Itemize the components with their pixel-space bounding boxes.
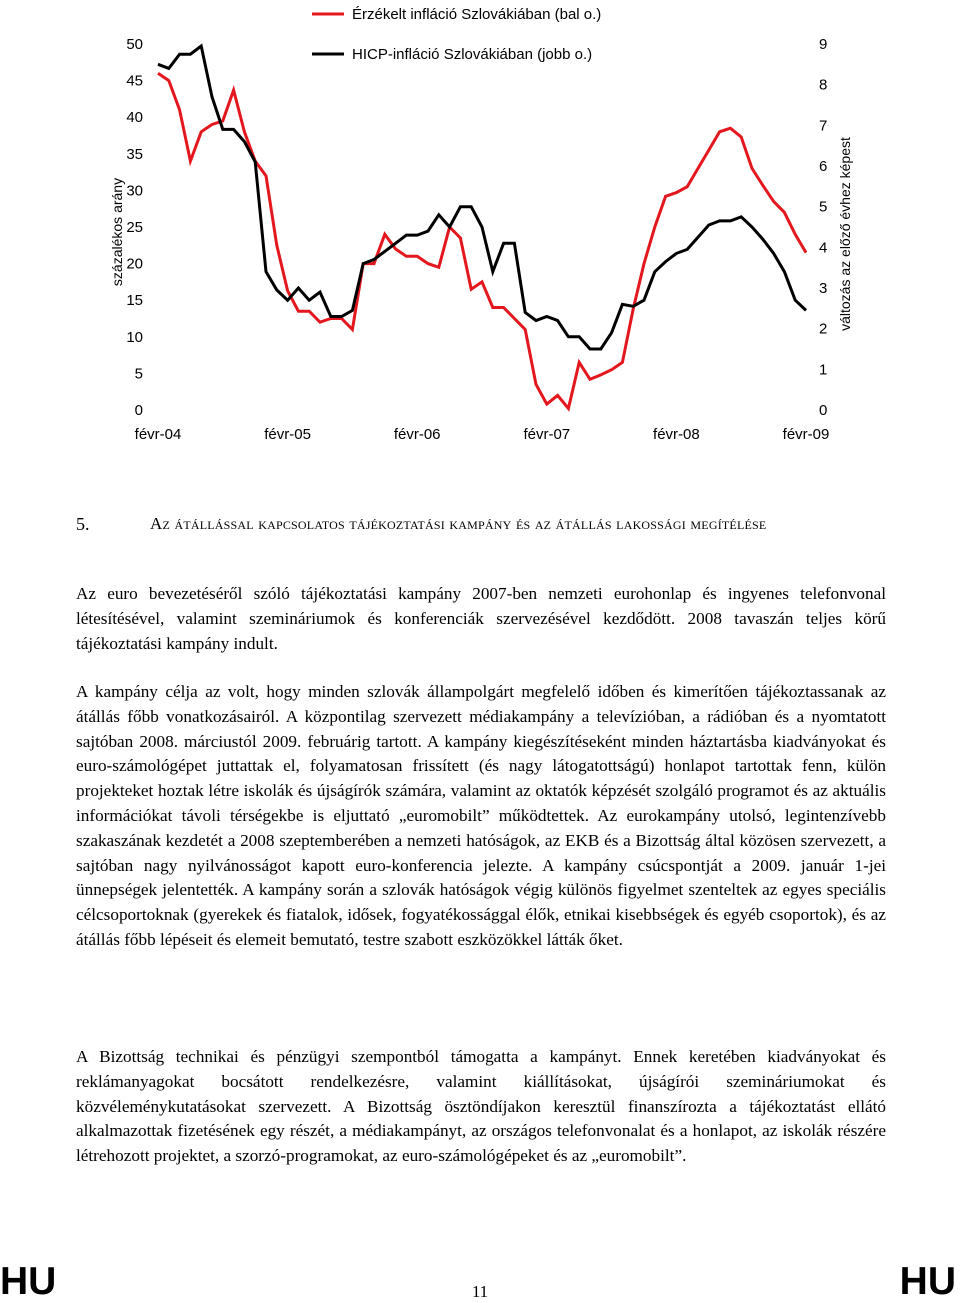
page-number: 11 <box>471 1282 489 1301</box>
x-tick-label: févr-04 <box>134 426 182 443</box>
x-tick-label: févr-08 <box>653 426 700 443</box>
legend-label-1: Érzékelt infláció Szlovákiában (bal o.) <box>352 6 602 23</box>
left-tick-label: 30 <box>126 182 143 200</box>
x-tick-label: févr-06 <box>393 426 441 443</box>
x-tick-label: févr-05 <box>264 426 311 443</box>
left-tick-label: 25 <box>126 219 143 236</box>
right-tick-label: 2 <box>819 320 828 338</box>
x-axis-ticks <box>135 426 830 443</box>
left-tick-label: 35 <box>126 145 143 163</box>
series-line-2 <box>158 46 806 349</box>
right-tick-label: 4 <box>819 239 828 257</box>
left-tick-label: 40 <box>126 109 143 127</box>
left-tick-label: 5 <box>134 365 143 383</box>
left-tick-label: 10 <box>126 328 143 346</box>
right-tick-label: 9 <box>819 36 828 53</box>
left-tick-label: 20 <box>126 255 143 273</box>
section-number: 5. <box>76 514 90 534</box>
left-tick-label: 50 <box>126 36 143 53</box>
left-tick-label: 45 <box>126 72 143 90</box>
footer-language-left: HU <box>0 1260 57 1303</box>
x-tick-label: févr-09 <box>782 426 830 443</box>
paragraph-1: Az euro bevezetéséről szóló tájékoztatási kampány 2007-ben nemzeti eurohonlap és ingyenes telefonvonal létesítésével, valamint szemináriumok és konferenciák szervezésével kezdődött. 2008 tavaszán teljes körű tájékoztatási kampány indult. <box>76 584 886 653</box>
paragraph-3: A Bizottság technikai és pénzügyi szempontból támogatta a kampányt. Ennek keretében kiadványokat és reklámanyagokat bocsátott rendelkezésre, valamint kiállításokat, újságírói szemináriumokat és közvéleménykutatásokat szervezett. A Bizottság ösztöndíjakon keresztül finanszírozta a tájékoztatást ellátó alkalmazottak fizetésének egy részét, a médiakampányt, az országos telefonvonalat és a honlapot, az iskolák részére létrehozott projektet, a szorzó-programokat, az euro-számológépeket és az „euromobilt”. <box>76 1047 886 1166</box>
right-tick-label: 8 <box>819 76 828 94</box>
left-tick-label: 15 <box>126 292 143 310</box>
legend-label-2: HICP-infláció Szlovákiában (jobb o.) <box>352 46 593 63</box>
x-tick-label: févr-07 <box>523 426 571 443</box>
right-tick-label: 6 <box>819 158 828 175</box>
inflation-chart <box>0 0 960 460</box>
right-axis-label: változás az előző évhez képest <box>837 137 853 331</box>
series-line-1 <box>158 73 806 408</box>
right-axis-ticks <box>819 36 827 419</box>
right-tick-label: 7 <box>819 117 828 135</box>
paragraph-2: A kampány célja az volt, hogy minden szlovák állampolgárt megfelelő időben és kimerítően tájékoztassanak az átállás főbb vonatkozásairól. A központilag szervezett médiakampány a televízióban, a rádióban és a nyomtatott sajtóban 2008. márciustól 2009. februárig tartott. A kampány kiegészítéseként minden háztartásba kiadványokat és euro-számológépet juttattak el, folyamatosan frissített (és nagy látogatottságú) honlapot tartottak fenn, külön projekteket hoztak létre iskolák és újságírók számára, valamint az oktatók képzését szolgáló programot és az aktuális információkat távoli térségekbe is eljuttató „euromobilt” működtettek. Az eurokampány utolsó, legintenzívebb szakaszának kezdetét a 2008 szeptemberében a nemzeti hatóságok, az EKB és a Bizottság által közösen szervezett, a sajtóban nagy nyilvánosságot kapott euro-konferencia jelezte. A kampány csúcspontját a 2009. január 1-jei ünnepségek jelentették. A kampány során a szlovák hatóságok végig különös figyelmet szenteltek az egyes speciális célcsoportoknak (gyerekek és fiatalok, idősek, fogyatékossággal élők, etnikai kisebbségek és egyéb csoportok), és az átállás főbb lépéseit és elemeit bemutató, testre szabott eszközökkel látták őket. <box>76 682 886 949</box>
section-heading <box>76 512 886 536</box>
right-tick-label: 1 <box>819 361 828 379</box>
right-tick-label: 0 <box>819 402 828 419</box>
right-tick-label: 3 <box>819 280 828 297</box>
section-title: Az átállással kapcsolatos tájékoztatási kampány és az átállás lakossági megítélése <box>150 514 767 533</box>
chart-series <box>158 46 806 409</box>
chart-legend <box>312 6 601 63</box>
footer-language-right: HU <box>899 1260 956 1303</box>
left-axis-label: százalékos arány <box>109 177 125 287</box>
left-tick-label: 0 <box>134 402 143 419</box>
left-axis-ticks <box>126 36 143 419</box>
right-tick-label: 5 <box>819 198 828 216</box>
